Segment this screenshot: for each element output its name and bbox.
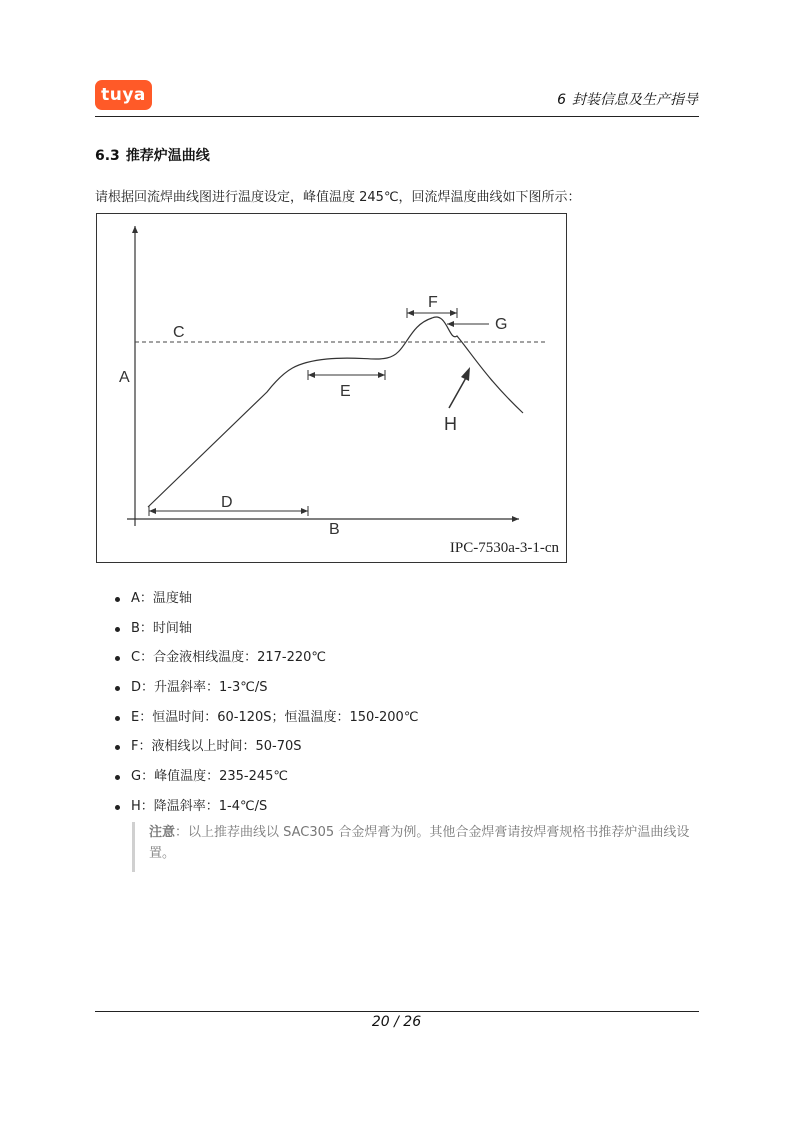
label-b: B	[329, 521, 340, 538]
list-item: A：温度轴	[113, 590, 418, 620]
chapter-number: 6	[557, 92, 566, 108]
header-divider	[95, 116, 699, 117]
chapter-title: 封装信息及生产指导	[572, 92, 698, 108]
list-item: H：降温斜率：1-4℃/S	[113, 798, 418, 828]
figure-caption: IPC-7530a-3-1-cn	[449, 540, 559, 556]
definition-list	[113, 590, 418, 828]
list-item: D：升温斜率：1-3℃/S	[113, 679, 418, 709]
h-pointer-head	[461, 367, 470, 381]
label-h: H	[444, 414, 457, 434]
footer-divider	[95, 1011, 699, 1012]
list-item: F：液相线以上时间：50-70S	[113, 738, 418, 768]
label-g: G	[495, 316, 508, 333]
reflow-profile-figure	[96, 213, 567, 563]
label-c: C	[173, 324, 185, 341]
list-item: G：峰值温度：235-245℃	[113, 768, 418, 798]
label-d: D	[221, 494, 233, 511]
h-pointer-line	[449, 376, 467, 408]
chapter-header	[557, 89, 698, 109]
section-title: 推荐炉温曲线	[125, 148, 210, 164]
note-callout	[132, 822, 692, 872]
tuya-logo: tuya	[95, 80, 152, 110]
intro-paragraph: 请根据回流焊曲线图进行温度设定，峰值温度 245℃，回流焊温度曲线如下图所示：	[95, 190, 581, 205]
label-a: A	[119, 369, 130, 386]
list-item: E：恒温时间：60-120S；恒温温度：150-200℃	[113, 709, 418, 739]
section-number: 6.3	[95, 148, 120, 164]
reflow-curve	[148, 317, 523, 507]
label-e: E	[340, 383, 351, 400]
list-item: B：时间轴	[113, 620, 418, 650]
list-item: C：合金液相线温度：217-220℃	[113, 649, 418, 679]
note-text: ：以上推荐曲线以 SAC305 合金焊膏为例。其他合金焊膏请按焊膏规格书推荐炉温曲线设置。	[149, 825, 690, 861]
section-heading	[95, 145, 210, 165]
note-label: 注意	[149, 825, 176, 840]
reflow-profile-diagram	[97, 214, 568, 564]
label-f: F	[428, 294, 438, 311]
page-number: 20 / 26	[371, 1014, 422, 1030]
